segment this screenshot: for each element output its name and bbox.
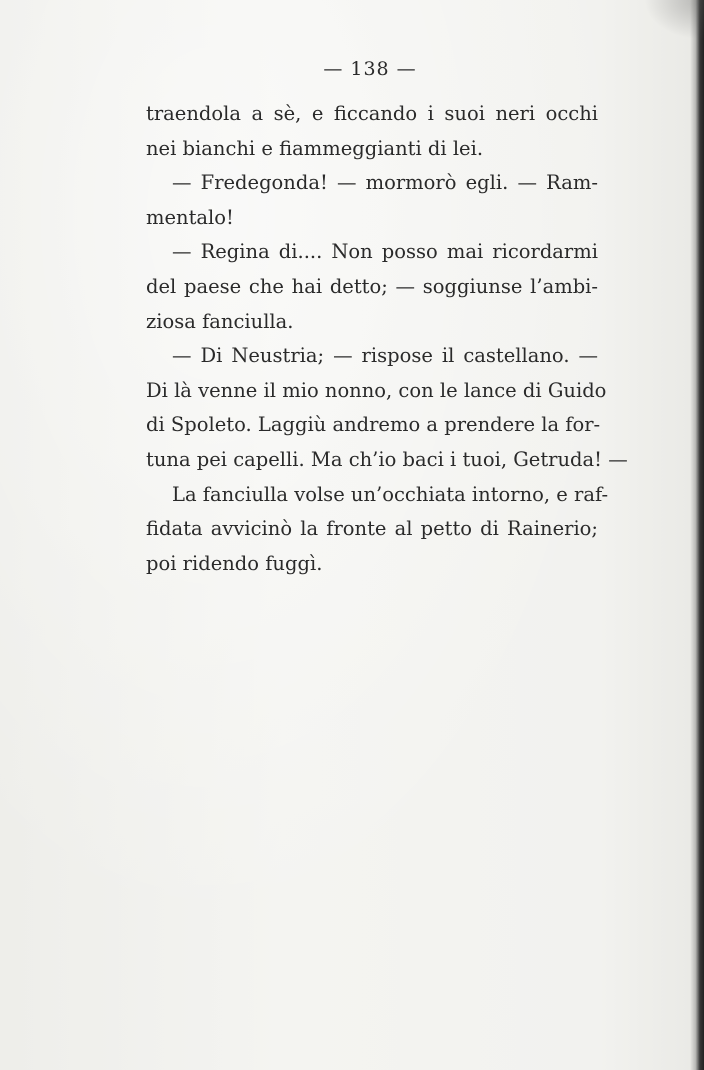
text-line: tuna pei capelli. Ma ch’io baci i tuoi, Getruda! — xyxy=(146,447,628,471)
text-line: poi ridendo fuggì. xyxy=(146,551,323,575)
text-line: mentalo! xyxy=(146,205,234,229)
text-line: di Spoleto. Laggiù andremo a prendere la for- xyxy=(146,413,601,437)
body-text xyxy=(146,97,628,581)
text-line: Di là venne il mio nonno, con le lance di Guido xyxy=(146,378,607,402)
text-line: ziosa fanciulla. xyxy=(146,309,294,333)
page-shadow xyxy=(644,0,704,40)
text-line: — Regina di.... Non posso mai ricordarmi xyxy=(172,240,598,264)
page-number: — 138 — xyxy=(323,58,417,80)
text-line: del paese che hai detto; — soggiunse l’ambi- xyxy=(146,274,598,298)
text-line: nei bianchi e fiammeggianti di lei. xyxy=(146,136,484,160)
text-line: La fanciulla volse un’occhiata intorno, e raf- xyxy=(172,482,609,506)
text-line: — Di Neustria; — rispose il castellano. — xyxy=(172,344,598,368)
text-line: traendola a sè, e ficcando i suoi neri occhi xyxy=(146,102,598,125)
text-line: fidata avvicinò la fronte al petto di Rainerio; xyxy=(146,517,598,541)
text-line: — Fredegonda! — mormorò egli. — Ram- xyxy=(172,171,598,195)
binding-edge xyxy=(690,0,704,1070)
